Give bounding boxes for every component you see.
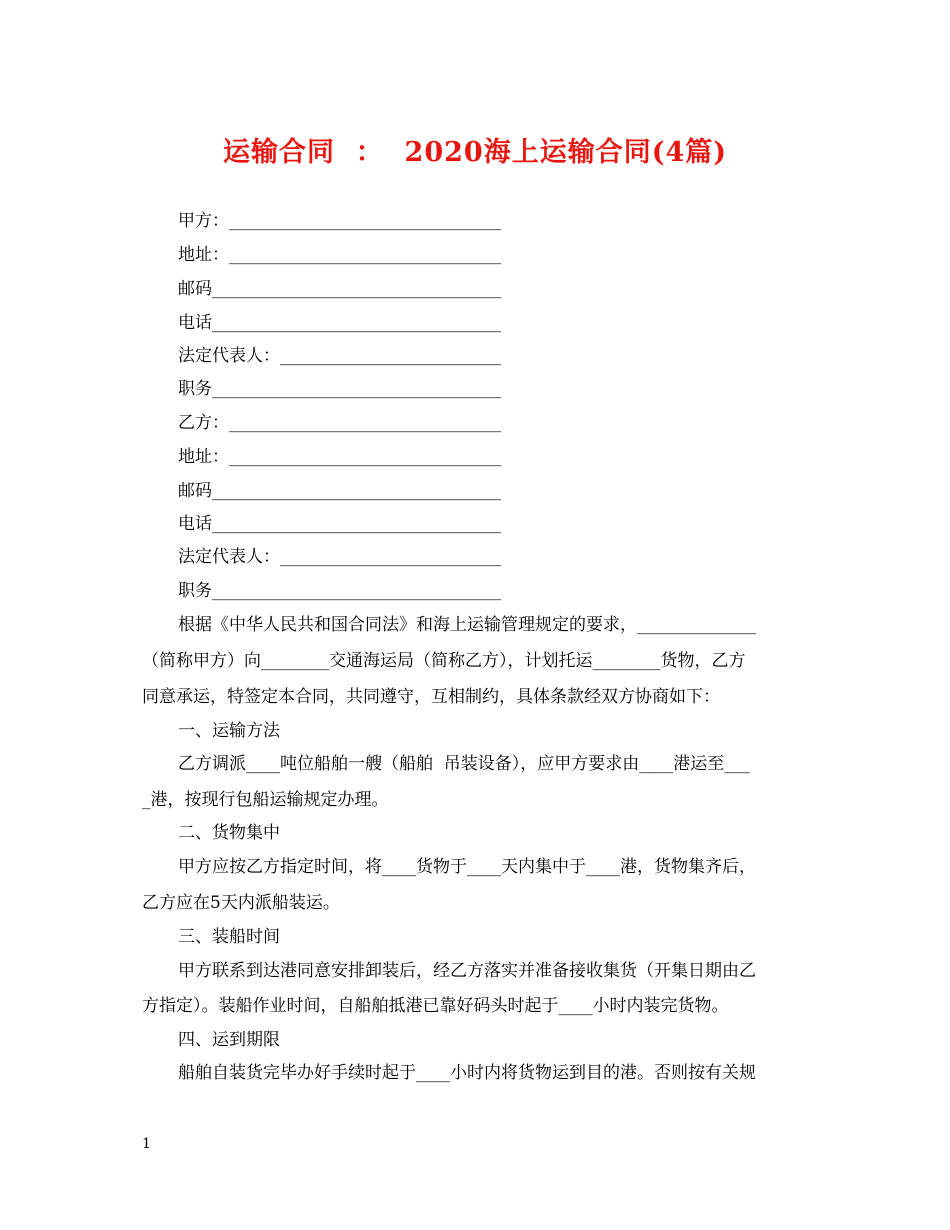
document-title: 运输合同 ： 2020海上运输合同(4篇) [222,137,728,168]
party-a-postcode-line: 邮码__________________________________ [178,279,501,299]
party-a-legal-rep-line: 法定代表人：__________________________ [178,346,501,366]
section-body-line: 方指定）。装船作业时间，自船舶抵港已靠好码头时起于____小时内装完货物。 [142,996,729,1016]
section-body-line: 甲方联系到达港同意安排卸装后，经乙方落实并准备接收集货（开集日期由乙 [178,961,756,981]
page-number: 1 [142,1136,151,1152]
section-heading: 二、货物集中 [178,823,280,843]
preamble-line: （简称甲方）向________交通海运局（简称乙方），计划托运________货物，乙方 [142,651,746,671]
party-a-name-line: 甲方：________________________________ [178,211,501,231]
section-body-line: 乙方调派____吨位船舶一艘（船舶 吊装设备），应甲方要求由____港运至___ [178,754,750,774]
party-b-postcode-line: 邮码__________________________________ [178,481,501,501]
preamble-line: 同意承运，特签定本合同，共同遵守，互相制约，具体条款经双方协商如下： [142,687,720,707]
party-b-position-line: 职务__________________________________ [178,581,501,601]
party-b-address-line: 地址：________________________________ [178,447,501,467]
party-b-legal-rep-line: 法定代表人：__________________________ [178,547,501,567]
section-heading: 三、装船时间 [178,927,280,947]
section-body-line: _港，按现行包船运输规定办理。 [142,790,389,810]
section-body-line: 船舶自装货完毕办好手续时起于____小时内将货物运到目的港。否则按有关规 [178,1063,756,1083]
section-body-line: 甲方应按乙方指定时间，将____货物于____天内集中于____港，货物集齐后， [178,857,756,877]
section-heading: 一、运输方法 [178,721,280,741]
section-heading: 四、运到期限 [178,1030,280,1050]
party-b-name-line: 乙方：________________________________ [178,413,501,433]
party-a-position-line: 职务__________________________________ [178,379,501,399]
preamble-line: 根据《中华人民共和国合同法》和海上运输管理规定的要求，______________ [178,615,756,635]
party-b-phone-line: 电话__________________________________ [178,514,501,534]
section-body-line: 乙方应在5天内派船装运。 [142,893,340,913]
party-a-phone-line: 电话__________________________________ [178,313,501,333]
party-a-address-line: 地址：________________________________ [178,245,501,265]
